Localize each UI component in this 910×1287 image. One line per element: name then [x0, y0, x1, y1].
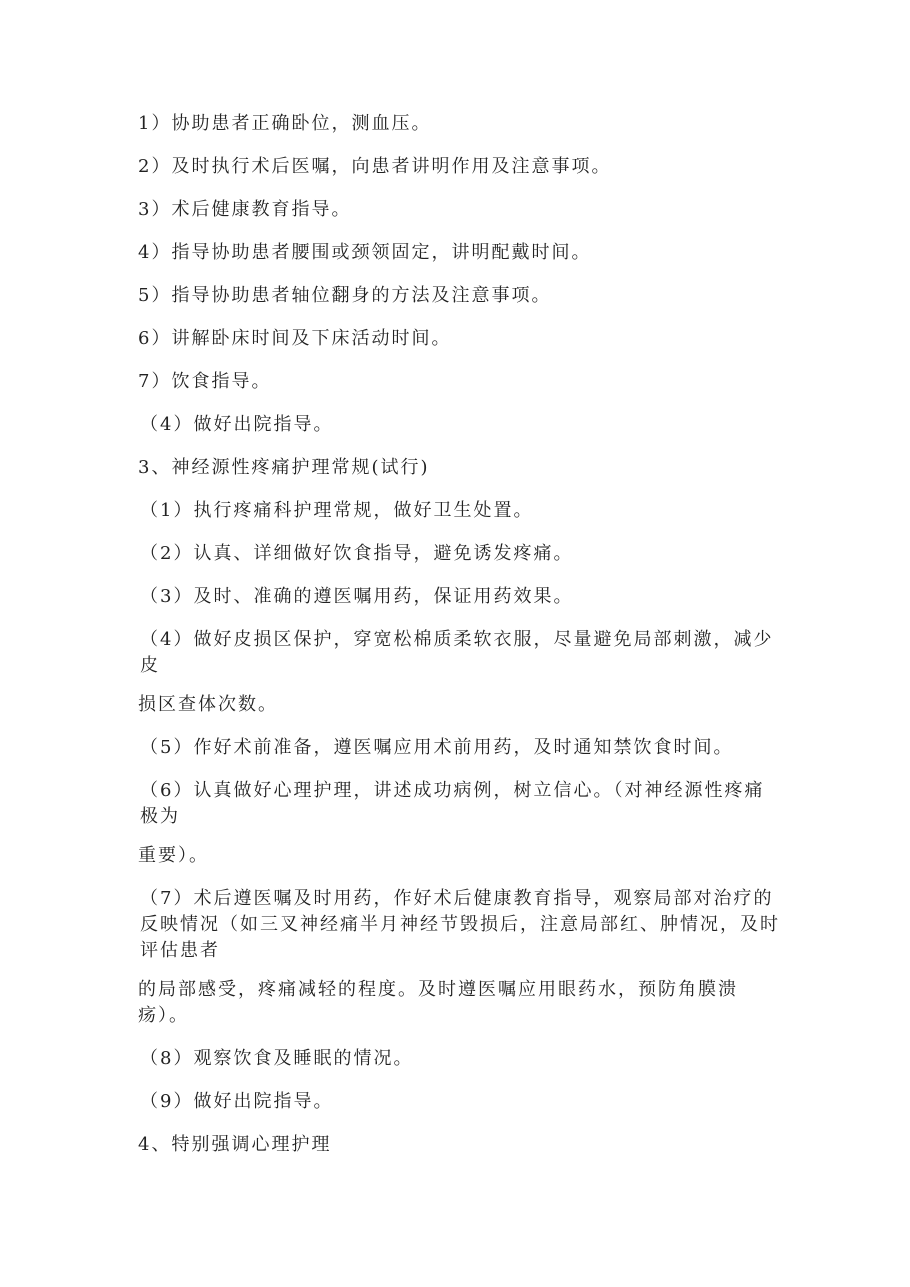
text-paragraph: （4）做好皮损区保护，穿宽松棉质柔软衣服，尽量避免局部刺激，减少皮: [140, 629, 774, 676]
text-paragraph: 的局部感受，疼痛减轻的程度。及时遵医嘱应用眼药水，预防角膜溃疡）。: [138, 979, 738, 1026]
section-heading: 3、神经源性疼痛护理常规(试行): [138, 457, 430, 478]
text-line: 2）及时执行术后医嘱，向患者讲明作用及注意事项。: [138, 156, 612, 177]
text-line: （5）作好术前准备，遵医嘱应用术前用药，及时通知禁饮食时间。: [140, 737, 734, 758]
text-line: 重要）。: [138, 845, 209, 866]
text-line: （3）及时、准确的遵医嘱用药，保证用药效果。: [140, 586, 574, 607]
text-line: （9）做好出院指导。: [140, 1091, 334, 1112]
text-line: 损区查体次数。: [138, 694, 278, 715]
text-line: 5）指导协助患者轴位翻身的方法及注意事项。: [138, 285, 552, 306]
text-line: （8）观察饮食及睡眠的情况。: [140, 1048, 414, 1069]
text-line: 1）协助患者正确卧位，测血压。: [138, 113, 432, 134]
text-line: 7）饮食指导。: [138, 371, 272, 392]
text-line: 6）讲解卧床时间及下床活动时间。: [138, 328, 452, 349]
text-paragraph: （6）认真做好心理护理，讲述成功病例，树立信心。（对神经源性疼痛极为: [140, 780, 765, 827]
text-line: 4）指导协助患者腰围或颈领固定，讲明配戴时间。: [138, 242, 592, 263]
text-line: 3）术后健康教育指导。: [138, 199, 352, 220]
text-paragraph: （7）术后遵医嘱及时用药，作好术后健康教育指导，观察局部对治疗的反映情况（如三叉神经痛半月神经节毁损后，注意局部红、肿情况，及时评估患者: [140, 888, 780, 961]
text-line: （4）做好出院指导。: [140, 414, 334, 435]
text-line: （2）认真、详细做好饮食指导，避免诱发疼痛。: [140, 543, 574, 564]
section-heading: 4、特别强调心理护理: [138, 1134, 332, 1155]
text-line: （1）执行疼痛科护理常规，做好卫生处置。: [140, 500, 534, 521]
